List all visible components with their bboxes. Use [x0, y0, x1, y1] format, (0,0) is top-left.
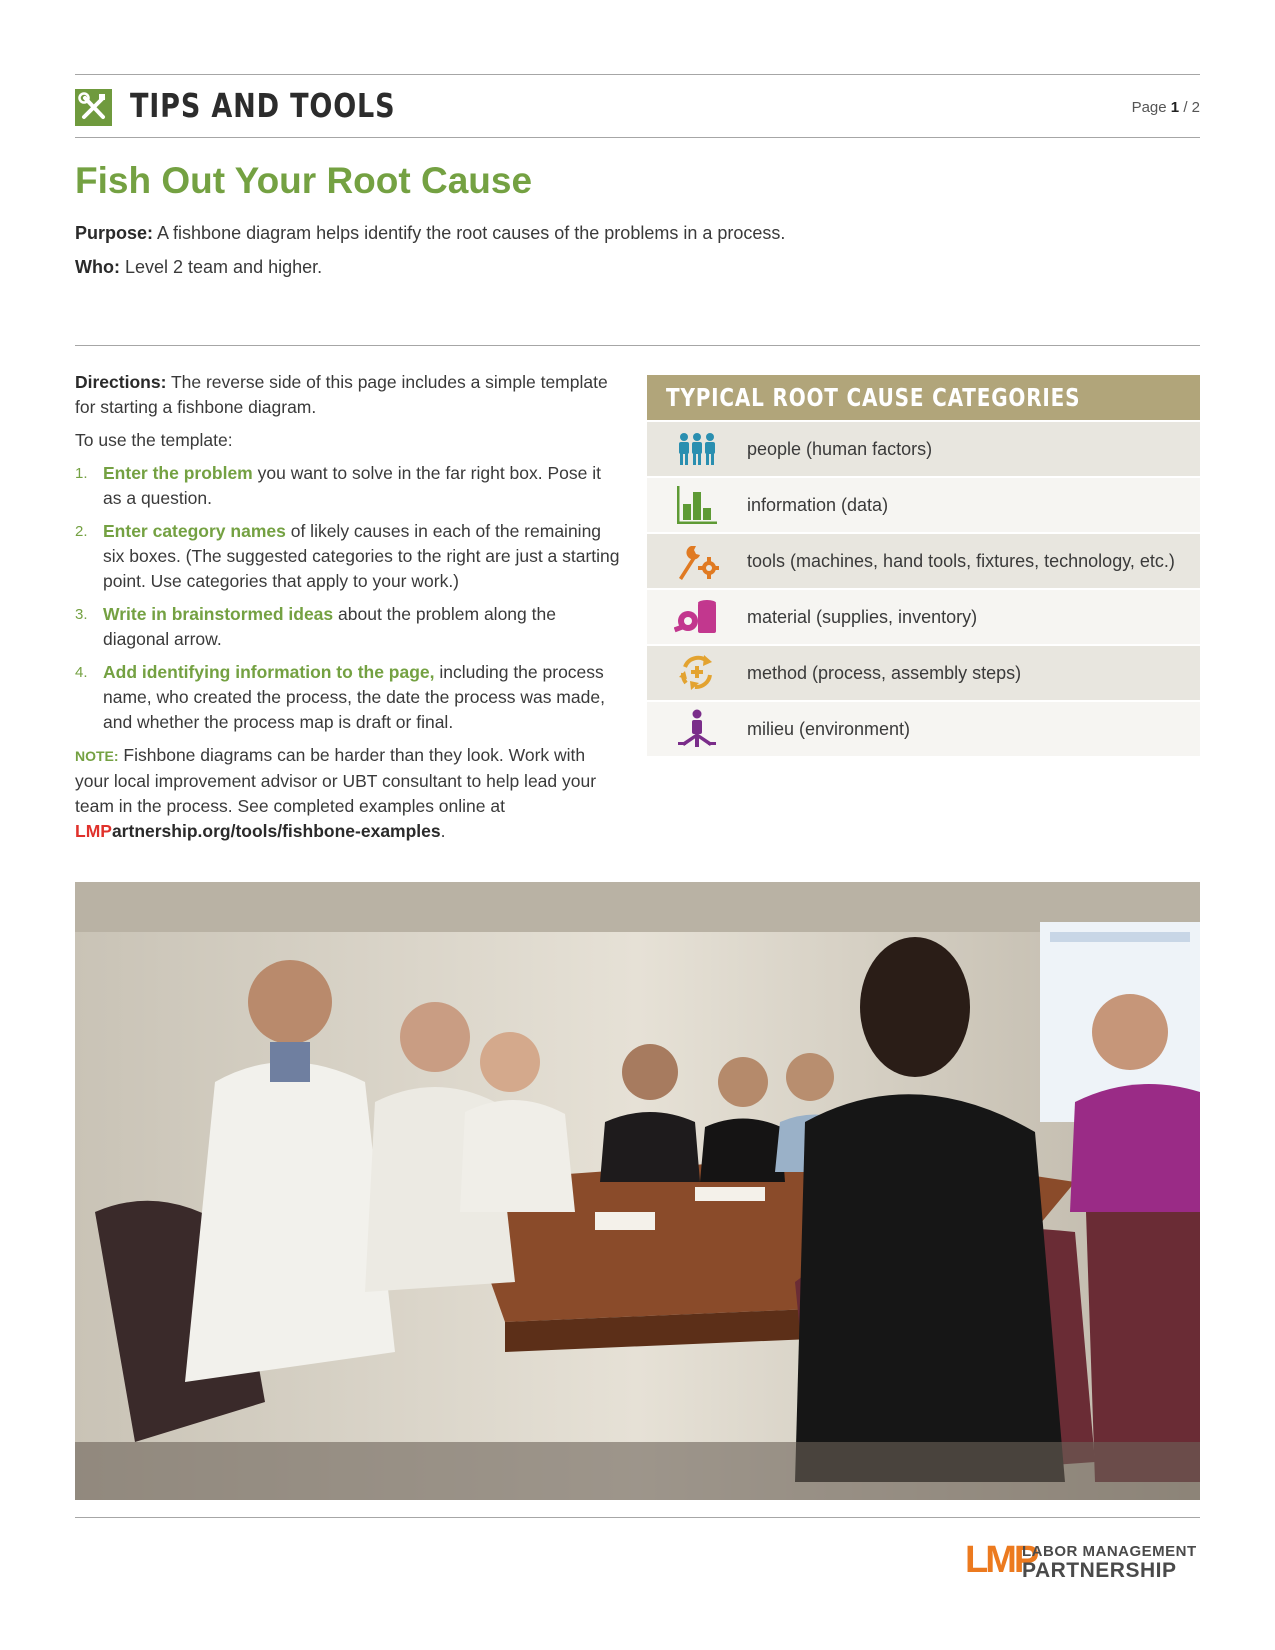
meeting-photo: [75, 882, 1200, 1500]
link-lmp-part: LMP: [75, 821, 112, 841]
tools-icon: [75, 89, 112, 126]
category-label: material (supplies, inventory): [747, 606, 978, 627]
use-template-text: To use the template:: [75, 430, 233, 450]
recycle-icon: [647, 646, 747, 700]
category-label: method (process, assembly steps): [747, 662, 1022, 683]
list-item: [75, 602, 620, 652]
step-highlight: Enter the problem: [103, 463, 253, 483]
header-rule: [75, 137, 1200, 138]
purpose-text: A fishbone diagram helps identify the root causes of the problems in a process.: [153, 223, 786, 243]
step-highlight: Write in brainstormed ideas: [103, 604, 334, 624]
steps-list: [75, 461, 620, 735]
footer-rule: [75, 1517, 1200, 1518]
table-row: [647, 534, 1200, 588]
directions-block: [75, 370, 620, 852]
page-indicator: [1132, 99, 1200, 116]
section-title: TIPS AND TOOLS: [130, 86, 396, 125]
top-rule: [75, 74, 1200, 75]
step-highlight: Add identifying information to the page,: [103, 662, 435, 682]
section-rule: [75, 345, 1200, 346]
bar-chart-icon: [647, 478, 747, 532]
note-paragraph: [75, 743, 620, 844]
link-rest-part: artnership.org/tools/fishbone-examples: [111, 821, 441, 841]
list-item: [75, 519, 620, 594]
environment-icon: [647, 702, 747, 756]
people-icon: [647, 422, 747, 476]
step-number: 2.: [75, 523, 88, 540]
lmp-logo: [965, 1540, 1200, 1580]
supplies-icon: [647, 590, 747, 644]
purpose-label: Purpose:: [75, 223, 154, 243]
step-number: 4.: [75, 664, 88, 681]
who-line: [75, 257, 322, 278]
category-label: tools (machines, hand tools, fixtures, technology, etc.): [747, 550, 1175, 571]
purpose-line: [75, 223, 785, 244]
logo-line-1: LABOR MANAGEMENT: [1022, 1543, 1197, 1560]
table-row: [647, 422, 1200, 476]
directions-intro-text: The reverse side of this page includes a simple template for starting a fishbone diagram.: [75, 372, 608, 417]
step-number: 3.: [75, 606, 88, 623]
category-label: milieu (environment): [747, 718, 911, 739]
categories-title: [647, 375, 1200, 420]
logo-line-2: PARTNERSHIP: [1022, 1559, 1177, 1582]
table-row: [647, 646, 1200, 700]
table-row: [647, 702, 1200, 756]
logo-mark: LMP: [965, 1539, 1037, 1581]
who-label: Who:: [75, 257, 120, 277]
step-text: you want to solve in the far right box. Pose it as a question.: [103, 463, 601, 508]
page-total: / 2: [1183, 99, 1200, 116]
step-text: about the problem along the diagonal arrow.: [103, 604, 556, 649]
note-label: NOTE:: [75, 748, 119, 764]
step-number: 1.: [75, 465, 88, 482]
directions-intro: [75, 370, 620, 420]
note-text: Fishbone diagrams can be harder than they look. Work with your local improvement advisor or UBT consultant to help lead your team in the process. See completed examples online at: [75, 745, 597, 816]
tools-gear-icon: [647, 534, 747, 588]
step-text: including the process name, who created the process, the date the process was made, and whether the process map is draft or final.: [103, 662, 605, 732]
list-item: [75, 461, 620, 511]
step-highlight: Enter category names: [103, 521, 286, 541]
page-title: Fish Out Your Root Cause: [75, 160, 533, 201]
who-text: Level 2 team and higher.: [119, 257, 323, 277]
list-item: [75, 660, 620, 735]
note-end: .: [440, 821, 446, 841]
page-label: Page: [1131, 99, 1167, 116]
page-current: 1: [1170, 99, 1180, 116]
category-label: information (data): [747, 494, 889, 515]
examples-link[interactable]: [75, 821, 441, 841]
table-row: [647, 478, 1200, 532]
table-row: [647, 590, 1200, 644]
directions-label: Directions:: [75, 372, 167, 392]
categories-table: [647, 375, 1200, 756]
category-label: people (human factors): [747, 438, 933, 459]
step-text: of likely causes in each of the remaining six boxes. (The suggested categories to the right are just a starting point. Use categories that apply to your work.): [103, 521, 620, 591]
categories-title-text: TYPICAL ROOT CAUSE CATEGORIES: [666, 383, 1081, 412]
